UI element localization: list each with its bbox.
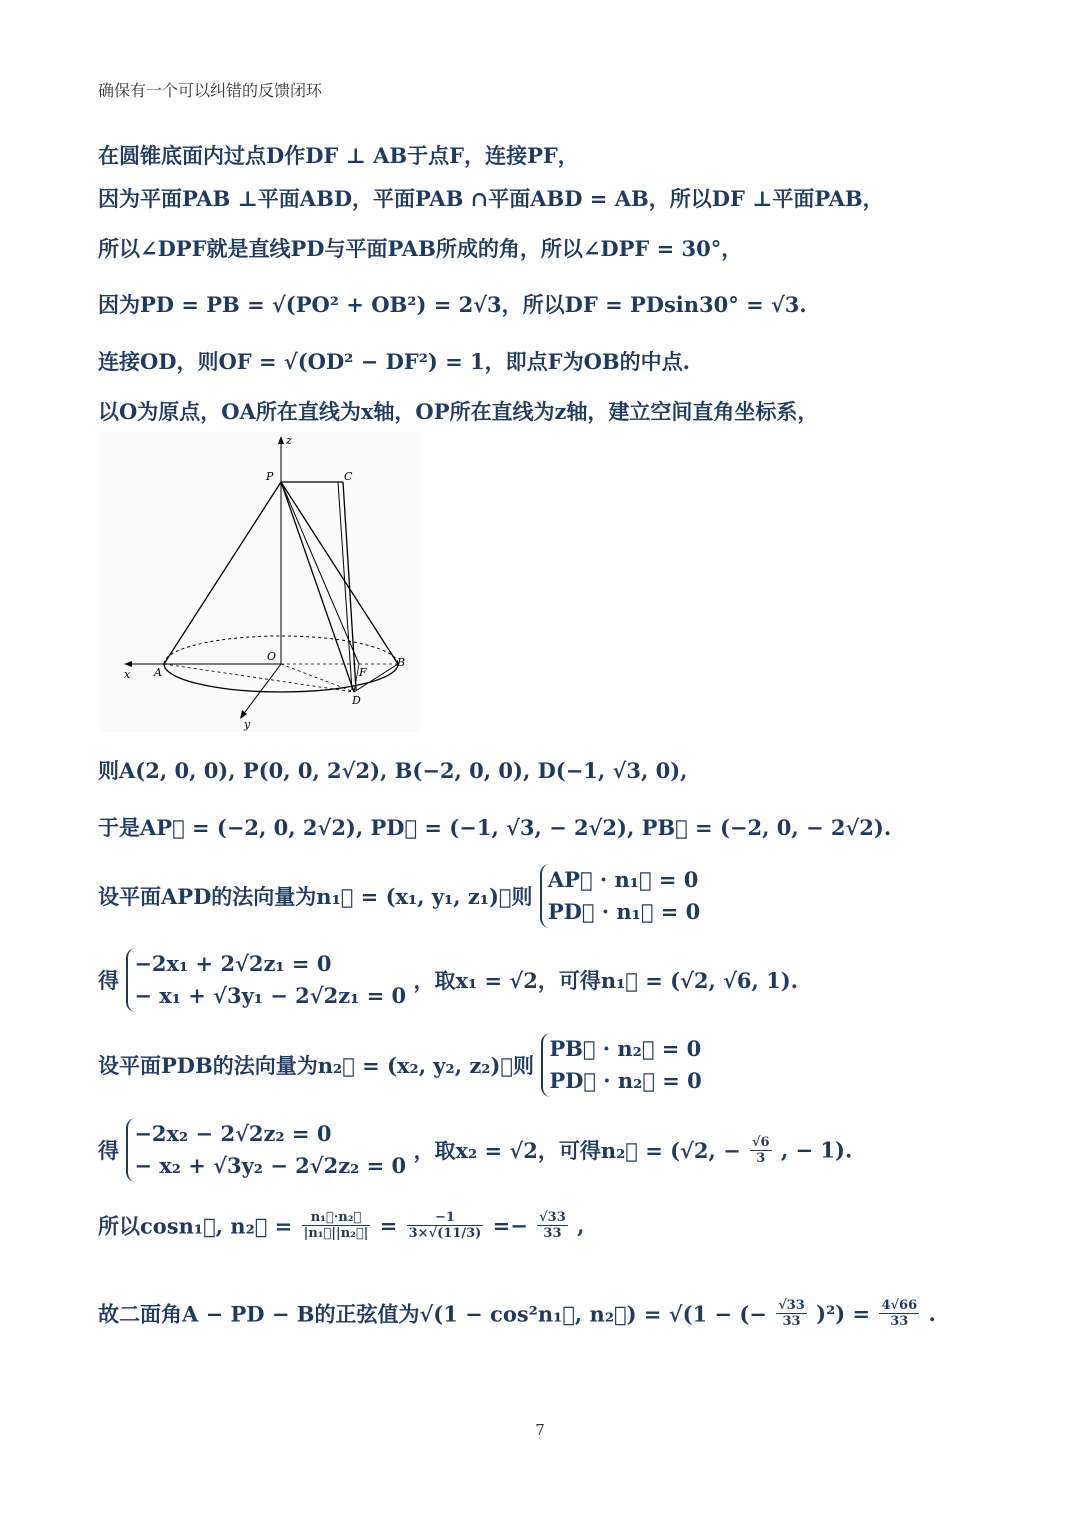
text-line-10 <box>98 948 798 1012</box>
text-line-13 <box>98 1210 584 1241</box>
system-4-eq1: −2x₂ − 2√2z₂ = 0 <box>134 1121 332 1146</box>
label-P: P <box>266 470 274 483</box>
normal-vector-result-2b: , − 1). <box>780 1137 853 1163</box>
solve-label-2: 得 <box>98 1138 119 1163</box>
text-line-9 <box>98 864 700 928</box>
text-line-1: 在圆锥底面内过点D作DF ⊥ AB于点F，连接PF， <box>98 143 579 168</box>
label-O: O <box>267 650 277 663</box>
cone-figure <box>100 432 420 732</box>
label-C: C <box>344 470 353 483</box>
text-line-2: 因为平面PAB ⊥平面ABD，平面PAB ∩平面ABD = AB，所以DF ⊥平面PAB， <box>98 186 884 211</box>
system-1-eq1: AP⃗ · n₁⃗ = 0 <box>547 867 699 892</box>
fraction-sqrt6-over-3 <box>750 1135 772 1166</box>
system-1 <box>540 864 700 928</box>
page-header: 确保有一个可以纠错的反馈闭环 <box>98 81 323 100</box>
label-A: A <box>154 666 162 679</box>
normal-vector-result-2a: ，取x₂ = √2，可得n₂⃗ = (√2, − <box>413 1138 741 1163</box>
equals-minus: =− <box>492 1213 528 1238</box>
normal-vector-intro-2: 设平面PDB的法向量为n₂⃗ = (x₂, y₂, z₂)，则 <box>98 1053 534 1078</box>
system-3 <box>541 1033 701 1097</box>
text-line-3: 所以∠DPF就是直线PD与平面PAB所成的角，所以∠DPF = 30°， <box>98 236 743 261</box>
sine-label: 故二面角A − PD − B的正弦值为√(1 − cos²n₁⃗, n₂⃗) = √(1 − (− <box>98 1301 767 1327</box>
text-line-5: 连接OD，则OF = √(OD² − DF²) = 1，即点F为OB的中点. <box>98 349 690 374</box>
fraction-numerator: √33 <box>778 1298 805 1313</box>
fraction-numerator: 4√66 <box>881 1298 918 1313</box>
label-x: x <box>124 668 131 681</box>
text-line-11 <box>98 1033 702 1097</box>
fraction-4sqrt66-over-33 <box>879 1298 919 1329</box>
fraction-denominator: |n₁⃗||n₂⃗| <box>303 1226 369 1241</box>
fraction-denominator: 33 <box>543 1226 562 1241</box>
equals-sign: = <box>379 1213 398 1238</box>
label-y: y <box>244 718 251 731</box>
fraction-numerator: √6 <box>752 1134 770 1150</box>
text-line-8: 于是AP⃗ = (−2, 0, 2√2), PD⃗ = (−1, √3, − 2√2), PB⃗ = (−2, 0, − 2√2). <box>98 815 892 840</box>
fraction-minus1-over-root <box>407 1210 484 1241</box>
fraction-numerator: −1 <box>407 1210 484 1226</box>
comma: , <box>577 1213 585 1238</box>
period: . <box>928 1301 936 1326</box>
label-F: F <box>359 666 367 679</box>
normal-vector-intro-1: 设平面APD的法向量为n₁⃗ = (x₁, y₁, z₁)，则 <box>98 884 533 909</box>
system-4-eq2: − x₂ + √3y₂ − 2√2z₂ = 0 <box>134 1153 407 1178</box>
solve-label-1: 得 <box>98 968 119 993</box>
fraction-denominator: 33 <box>890 1314 909 1329</box>
fraction-denominator: 3×√(11/3) <box>408 1226 482 1241</box>
fraction-denominator: 3 <box>756 1150 766 1166</box>
system-1-eq2: PD⃗ · n₁⃗ = 0 <box>547 899 701 924</box>
fraction-numerator: n₁⃗·n₂⃗ <box>302 1210 371 1226</box>
square-close: )²) = <box>816 1301 871 1326</box>
fraction-denominator: 33 <box>782 1314 801 1329</box>
label-D: D <box>352 694 361 707</box>
normal-vector-result-1: ，取x₁ = √2，可得n₁⃗ = (√2, √6, 1). <box>413 968 798 993</box>
cosine-label: 所以cosn₁⃗, n₂⃗ = <box>98 1213 293 1239</box>
text-line-12 <box>98 1118 852 1182</box>
system-2-eq2: − x₁ + √3y₁ − 2√2z₁ = 0 <box>134 983 407 1008</box>
system-2 <box>126 948 406 1012</box>
system-3-eq2: PD⃗ · n₂⃗ = 0 <box>549 1068 702 1093</box>
text-line-14 <box>98 1298 936 1329</box>
text-line-6: 以O为原点，OA所在直线为x轴，OP所在直线为z轴，建立空间直角坐标系， <box>98 399 819 424</box>
page-number: 7 <box>535 1421 545 1439</box>
fraction-dot-over-norms <box>302 1210 371 1241</box>
system-4 <box>126 1118 406 1182</box>
label-B: B <box>397 656 406 669</box>
system-2-eq1: −2x₁ + 2√2z₁ = 0 <box>134 951 332 976</box>
fraction-sqrt33-over-33 <box>537 1210 568 1241</box>
fraction-sqrt33-over-33-b <box>776 1298 807 1329</box>
label-z: z <box>286 434 292 447</box>
text-line-7: 则A(2, 0, 0), P(0, 0, 2√2), B(−2, 0, 0), D(−1, √3, 0), <box>98 758 688 783</box>
text-line-4: 因为PD = PB = √(PO² + OB²) = 2√3，所以DF = PDsin30° = √3. <box>98 292 807 317</box>
system-3-eq1: PB⃗ · n₂⃗ = 0 <box>549 1036 702 1061</box>
fraction-numerator: √33 <box>539 1210 566 1225</box>
